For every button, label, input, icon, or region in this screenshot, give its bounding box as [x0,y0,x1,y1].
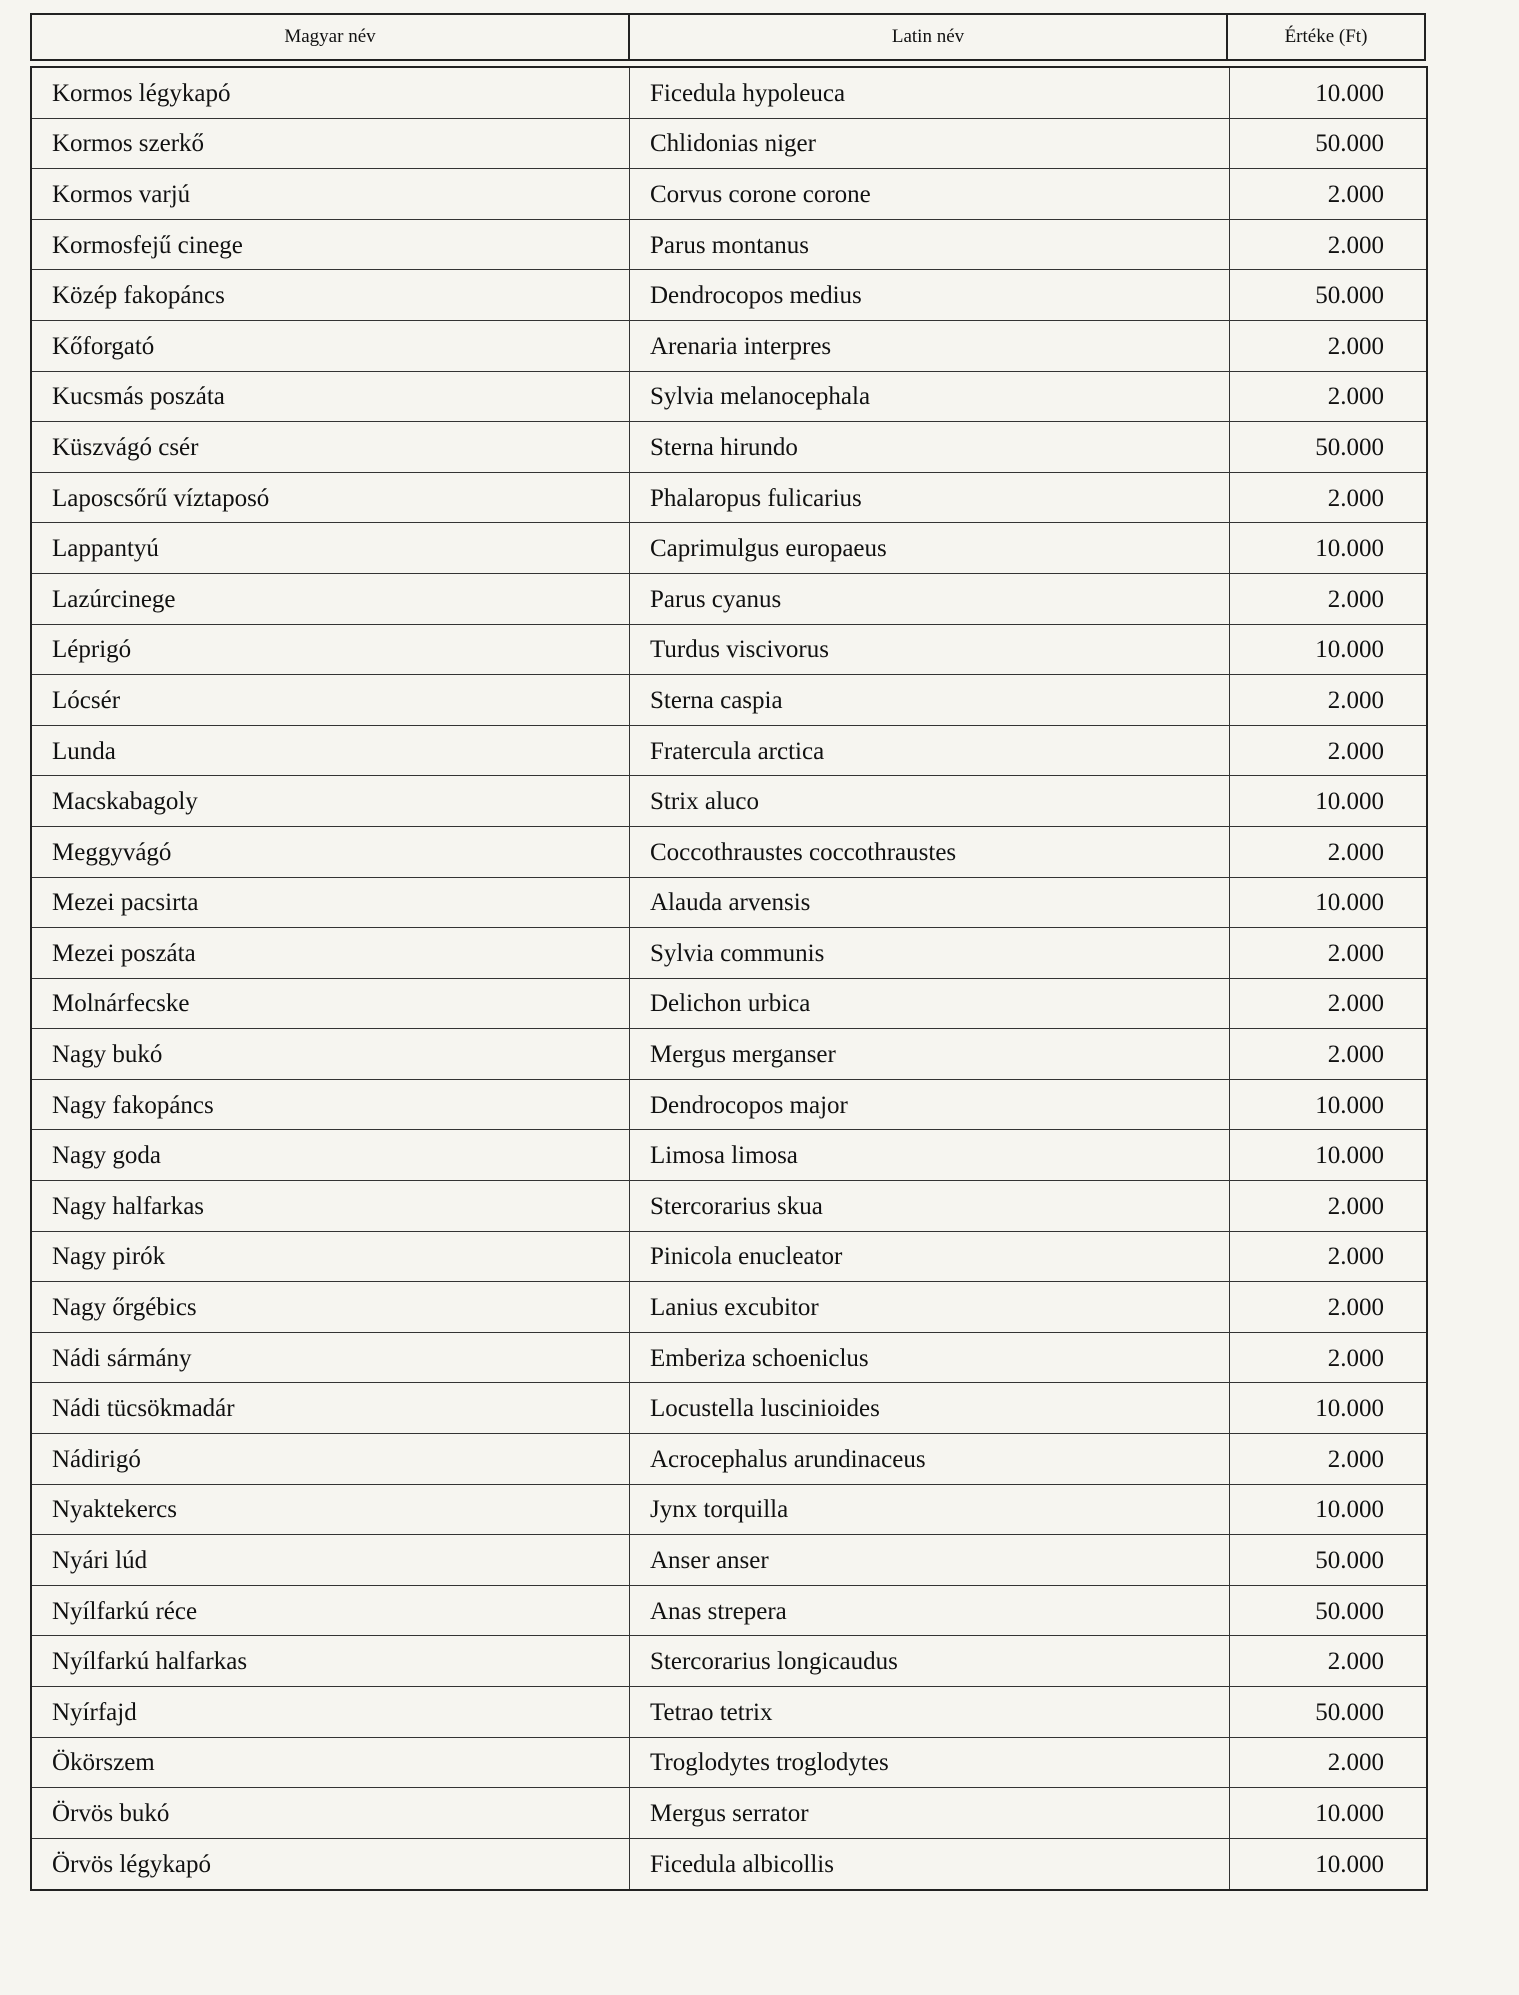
table-row [32,625,1426,676]
hungarian-name-cell: Nádi tücsökmadár [32,1383,630,1433]
table-row [32,372,1426,423]
table-row [32,1738,1426,1789]
hungarian-name-cell: Nagy őrgébics [32,1282,630,1332]
latin-name-cell: Strix aluco [630,776,1230,826]
latin-name-cell: Caprimulgus europaeus [630,523,1230,573]
hungarian-name-cell: Kőforgató [32,321,630,371]
value-cell: 2.000 [1327,585,1384,613]
value-cell: 2.000 [1327,838,1384,866]
table-row [32,473,1426,524]
value-cell: 2.000 [1327,484,1384,512]
hungarian-name-cell: Kucsmás poszáta [32,372,630,422]
table-row [32,169,1426,220]
value-cell: 2.000 [1327,1294,1384,1322]
table-row [32,1535,1426,1586]
table-row [32,1029,1426,1080]
latin-name-cell: Delichon urbica [630,979,1230,1029]
latin-name-cell: Anas strepera [630,1586,1230,1636]
latin-name-cell: Acrocephalus arundinaceus [630,1434,1230,1484]
hungarian-name-cell: Nagy pirók [32,1232,630,1282]
value-cell: 2.000 [1327,939,1384,967]
value-cell: 2.000 [1327,1445,1384,1473]
hungarian-name-cell: Molnárfecske [32,979,630,1029]
value-cell: 2.000 [1327,1648,1384,1676]
hungarian-name-cell: Léprigó [32,625,630,675]
latin-name-cell: Coccothraustes coccothraustes [630,827,1230,877]
latin-name-cell: Troglodytes troglodytes [630,1738,1230,1788]
hungarian-name-cell: Nagy goda [32,1130,630,1180]
table-row [32,1586,1426,1637]
hungarian-name-cell: Laposcsőrű víztaposó [32,473,630,523]
value-cell: 2.000 [1327,180,1384,208]
latin-name-cell: Turdus viscivorus [630,625,1230,675]
table-row [32,523,1426,574]
hungarian-name-cell: Nádi sármány [32,1333,630,1383]
latin-name-cell: Sylvia melanocephala [630,372,1230,422]
latin-name-cell: Sylvia communis [630,928,1230,978]
latin-name-cell: Stercorarius skua [630,1181,1230,1231]
latin-name-cell: Parus cyanus [630,574,1230,624]
table-row [32,1282,1426,1333]
table-row [32,1181,1426,1232]
table-header [30,13,1426,61]
table-row [32,321,1426,372]
column-header-hungarian-name: Magyar név [32,15,630,59]
table-row [32,1130,1426,1181]
value-cell: 10.000 [1315,1142,1384,1170]
table-row [32,574,1426,625]
latin-name-cell: Limosa limosa [630,1130,1230,1180]
hungarian-name-cell: Ökörszem [32,1738,630,1788]
value-cell: 2.000 [1327,332,1384,360]
table-row [32,422,1426,473]
value-cell: 10.000 [1315,1851,1384,1879]
value-cell: 50.000 [1315,433,1384,461]
table-row [32,1687,1426,1738]
value-cell: 10.000 [1315,79,1384,107]
table-row [32,776,1426,827]
table-row [32,119,1426,170]
hungarian-name-cell: Örvös légykapó [32,1839,630,1890]
value-cell: 10.000 [1315,1496,1384,1524]
value-cell: 2.000 [1327,1243,1384,1271]
table-row [32,1080,1426,1131]
hungarian-name-cell: Nagy fakopáncs [32,1080,630,1130]
latin-name-cell: Locustella luscinioides [630,1383,1230,1433]
hungarian-name-cell: Mezei poszáta [32,928,630,978]
hungarian-name-cell: Macskabagoly [32,776,630,826]
value-cell: 10.000 [1315,636,1384,664]
value-cell: 10.000 [1315,1091,1384,1119]
value-cell: 50.000 [1315,1698,1384,1726]
latin-name-cell: Mergus merganser [630,1029,1230,1079]
table-row [32,220,1426,271]
value-cell: 2.000 [1327,1041,1384,1069]
hungarian-name-cell: Kormos varjú [32,169,630,219]
latin-name-cell: Tetrao tetrix [630,1687,1230,1737]
table-row [32,1485,1426,1536]
table-row [32,1788,1426,1839]
hungarian-name-cell: Nyaktekercs [32,1485,630,1535]
hungarian-name-cell: Nyílfarkú réce [32,1586,630,1636]
latin-name-cell: Corvus corone corone [630,169,1230,219]
value-cell: 50.000 [1315,282,1384,310]
latin-name-cell: Mergus serrator [630,1788,1230,1838]
hungarian-name-cell: Nagy halfarkas [32,1181,630,1231]
latin-name-cell: Alauda arvensis [630,878,1230,928]
hungarian-name-cell: Nádirigó [32,1434,630,1484]
latin-name-cell: Lanius excubitor [630,1282,1230,1332]
table-row [32,1636,1426,1687]
hungarian-name-cell: Kormos légykapó [32,68,630,118]
table-row [32,1232,1426,1283]
value-cell: 2.000 [1327,990,1384,1018]
latin-name-cell: Stercorarius longicaudus [630,1636,1230,1686]
latin-name-cell: Dendrocopos medius [630,270,1230,320]
column-header-value: Értéke (Ft) [1284,26,1368,47]
value-cell: 2.000 [1327,1344,1384,1372]
latin-name-cell: Dendrocopos major [630,1080,1230,1130]
latin-name-cell: Ficedula hypoleuca [630,68,1230,118]
table-row [32,68,1426,119]
value-cell: 2.000 [1327,1749,1384,1777]
latin-name-cell: Arenaria interpres [630,321,1230,371]
table-row [32,726,1426,777]
table-row [32,928,1426,979]
value-cell: 50.000 [1315,1597,1384,1625]
value-cell: 50.000 [1315,130,1384,158]
latin-name-cell: Sterna hirundo [630,422,1230,472]
hungarian-name-cell: Nyári lúd [32,1535,630,1585]
bird-value-table [30,66,1428,1891]
latin-name-cell: Parus montanus [630,220,1230,270]
hungarian-name-cell: Nyílfarkú halfarkas [32,1636,630,1686]
value-cell: 10.000 [1315,1799,1384,1827]
hungarian-name-cell: Küszvágó csér [32,422,630,472]
latin-name-cell: Emberiza schoeniclus [630,1333,1230,1383]
hungarian-name-cell: Kormos szerkő [32,119,630,169]
hungarian-name-cell: Lazúrcinege [32,574,630,624]
value-cell: 2.000 [1327,686,1384,714]
table-row [32,1333,1426,1384]
hungarian-name-cell: Lappantyú [32,523,630,573]
hungarian-name-cell: Mezei pacsirta [32,878,630,928]
table-row [32,827,1426,878]
column-header-latin-name: Latin név [630,15,1228,59]
value-cell: 10.000 [1315,535,1384,563]
hungarian-name-cell: Kormosfejű cinege [32,220,630,270]
latin-name-cell: Chlidonias niger [630,119,1230,169]
hungarian-name-cell: Közép fakopáncs [32,270,630,320]
latin-name-cell: Ficedula albicollis [630,1839,1230,1890]
value-cell: 2.000 [1327,1192,1384,1220]
value-cell: 50.000 [1315,1547,1384,1575]
latin-name-cell: Pinicola enucleator [630,1232,1230,1282]
hungarian-name-cell: Nyírfajd [32,1687,630,1737]
table-row [32,1434,1426,1485]
hungarian-name-cell: Lócsér [32,675,630,725]
value-cell: 2.000 [1327,383,1384,411]
value-cell: 10.000 [1315,1395,1384,1423]
latin-name-cell: Phalaropus fulicarius [630,473,1230,523]
table-row [32,1839,1426,1890]
value-cell: 2.000 [1327,231,1384,259]
latin-name-cell: Sterna caspia [630,675,1230,725]
hungarian-name-cell: Meggyvágó [32,827,630,877]
value-cell: 10.000 [1315,788,1384,816]
hungarian-name-cell: Lunda [32,726,630,776]
hungarian-name-cell: Örvös bukó [32,1788,630,1838]
latin-name-cell: Fratercula arctica [630,726,1230,776]
latin-name-cell: Anser anser [630,1535,1230,1585]
latin-name-cell: Jynx torquilla [630,1485,1230,1535]
table-row [32,675,1426,726]
table-row [32,1383,1426,1434]
hungarian-name-cell: Nagy bukó [32,1029,630,1079]
table-row [32,878,1426,929]
value-cell: 2.000 [1327,737,1384,765]
table-row [32,979,1426,1030]
value-cell: 10.000 [1315,889,1384,917]
table-row [32,270,1426,321]
